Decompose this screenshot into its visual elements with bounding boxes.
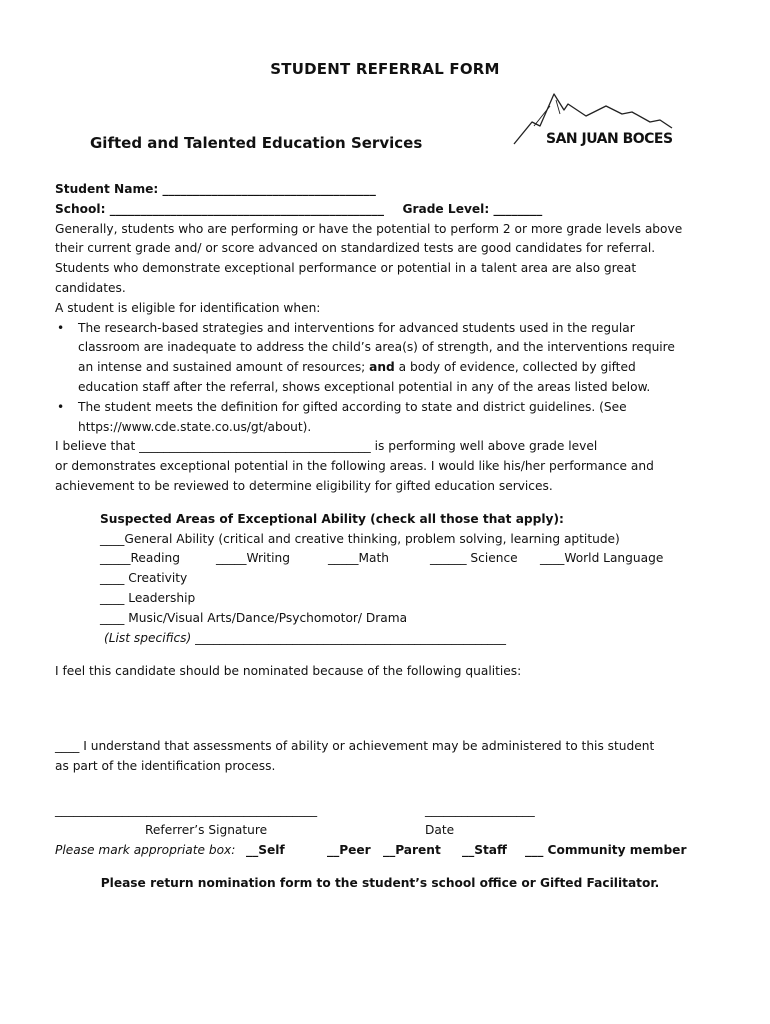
bullet-text: a body of evidence, collected by gifted (394, 360, 636, 375)
bullet-text: education staff after the referral, shows exceptional potential in any of the areas listed below. (78, 379, 651, 394)
area-world-language[interactable]: ____World Language (540, 551, 664, 566)
area-science[interactable]: ______ Science (430, 551, 518, 566)
form-body (55, 180, 715, 894)
signature-lines-row (55, 801, 715, 821)
cde-link[interactable]: https://www.cde.state.co.us/gt/about). (78, 419, 312, 434)
mark-staff[interactable]: __Staff (462, 842, 507, 857)
bullet-text: classroom are inadequate to address the child’s area(s) of strength, and the interventions require (78, 340, 675, 355)
signature-line[interactable]: ___________________________________________ (55, 802, 318, 817)
mark-community-member[interactable]: ___ Community member (525, 842, 687, 857)
signature-label: Referrer’s Signature (145, 822, 268, 837)
bullet-text: The research-based strategies and interventions for advanced students used in the regular (78, 320, 635, 335)
list-specifics-row (100, 629, 715, 649)
areas-heading: Suspected Areas of Exceptional Ability (check all those that apply): (100, 511, 564, 526)
form-subtitle: Gifted and Talented Education Services (90, 134, 423, 152)
date-label: Date (425, 822, 455, 837)
bullet-item (55, 398, 715, 418)
bullet-and-emphasis: and (369, 360, 395, 375)
list-specifics-field[interactable]: ___________________________________________________ (191, 630, 506, 645)
mark-peer[interactable]: __Peer (327, 842, 371, 857)
believe-line[interactable]: I believe that ______________________________________ is performing well above grade level (55, 439, 598, 454)
assessment-ack-text: as part of the identification process. (55, 759, 276, 774)
bullet-dot-icon: • (57, 320, 65, 335)
school-grade-row (55, 200, 715, 220)
qualities-prompt: I feel this candidate should be nominated because of the following qualities: (55, 663, 522, 678)
area-leadership[interactable]: ____ Leadership (100, 591, 196, 606)
signature-labels-row (55, 821, 715, 841)
logo-text: SAN JUAN BOCES (546, 131, 673, 147)
area-reading[interactable]: _____Reading (100, 551, 180, 566)
believe-line: achievement to be reviewed to determine eligibility for gifted education services. (55, 478, 553, 493)
mark-box-row (55, 841, 715, 861)
intro-line: Students who demonstrate exceptional performance or potential in a talent area are also great (55, 261, 637, 276)
form-title: STUDENT REFERRAL FORM (270, 60, 500, 78)
intro-line: A student is eligible for identification when: (55, 300, 321, 315)
bullet-text-row (55, 358, 715, 378)
intro-line: candidates. (55, 280, 126, 295)
list-specifics-label: (List specifics) (104, 630, 192, 645)
student-name-field[interactable]: Student Name: ___________________________________ (55, 182, 376, 196)
bullet-dot-icon: • (57, 399, 65, 414)
mark-parent[interactable]: __Parent (383, 842, 441, 857)
bullet-text: The student meets the definition for gifted according to state and district guidelines. (See (78, 399, 627, 414)
date-line[interactable]: __________________ (425, 802, 535, 817)
area-arts[interactable]: ____ Music/Visual Arts/Dance/Psychomotor/ Drama (100, 610, 408, 625)
mark-box-label: Please mark appropriate box: (55, 842, 236, 857)
bullet-text: an intense and sustained amount of resources; (78, 360, 370, 375)
area-math[interactable]: _____Math (328, 551, 389, 566)
grade-level-field[interactable]: Grade Level: ________ (402, 201, 543, 216)
intro-line: Generally, students who are performing or have the potential to perform 2 or more grade levels above (55, 221, 683, 236)
footer-instruction: Please return nomination form to the student’s school office or Gifted Facilitator. (100, 875, 660, 890)
believe-line: or demonstrates exceptional potential in the following areas. I would like his/her performance and (55, 459, 654, 474)
bullet-item (55, 319, 715, 339)
area-writing[interactable]: _____Writing (216, 551, 290, 566)
assessment-ack-field[interactable]: ____ I understand that assessments of ability or achievement may be administered to this student (55, 739, 655, 754)
school-field[interactable]: School: _____________________________________________ (55, 201, 384, 216)
area-creativity[interactable]: ____ Creativity (100, 571, 188, 586)
area-subjects-row (100, 549, 715, 569)
mark-self[interactable]: __Self (246, 842, 285, 857)
intro-line: their current grade and/ or score advanced on standardized tests are good candidates for referral. (55, 241, 656, 256)
area-general-ability[interactable]: ____General Ability (critical and creative thinking, problem solving, learning aptitude) (100, 531, 620, 546)
areas-section (100, 510, 715, 649)
